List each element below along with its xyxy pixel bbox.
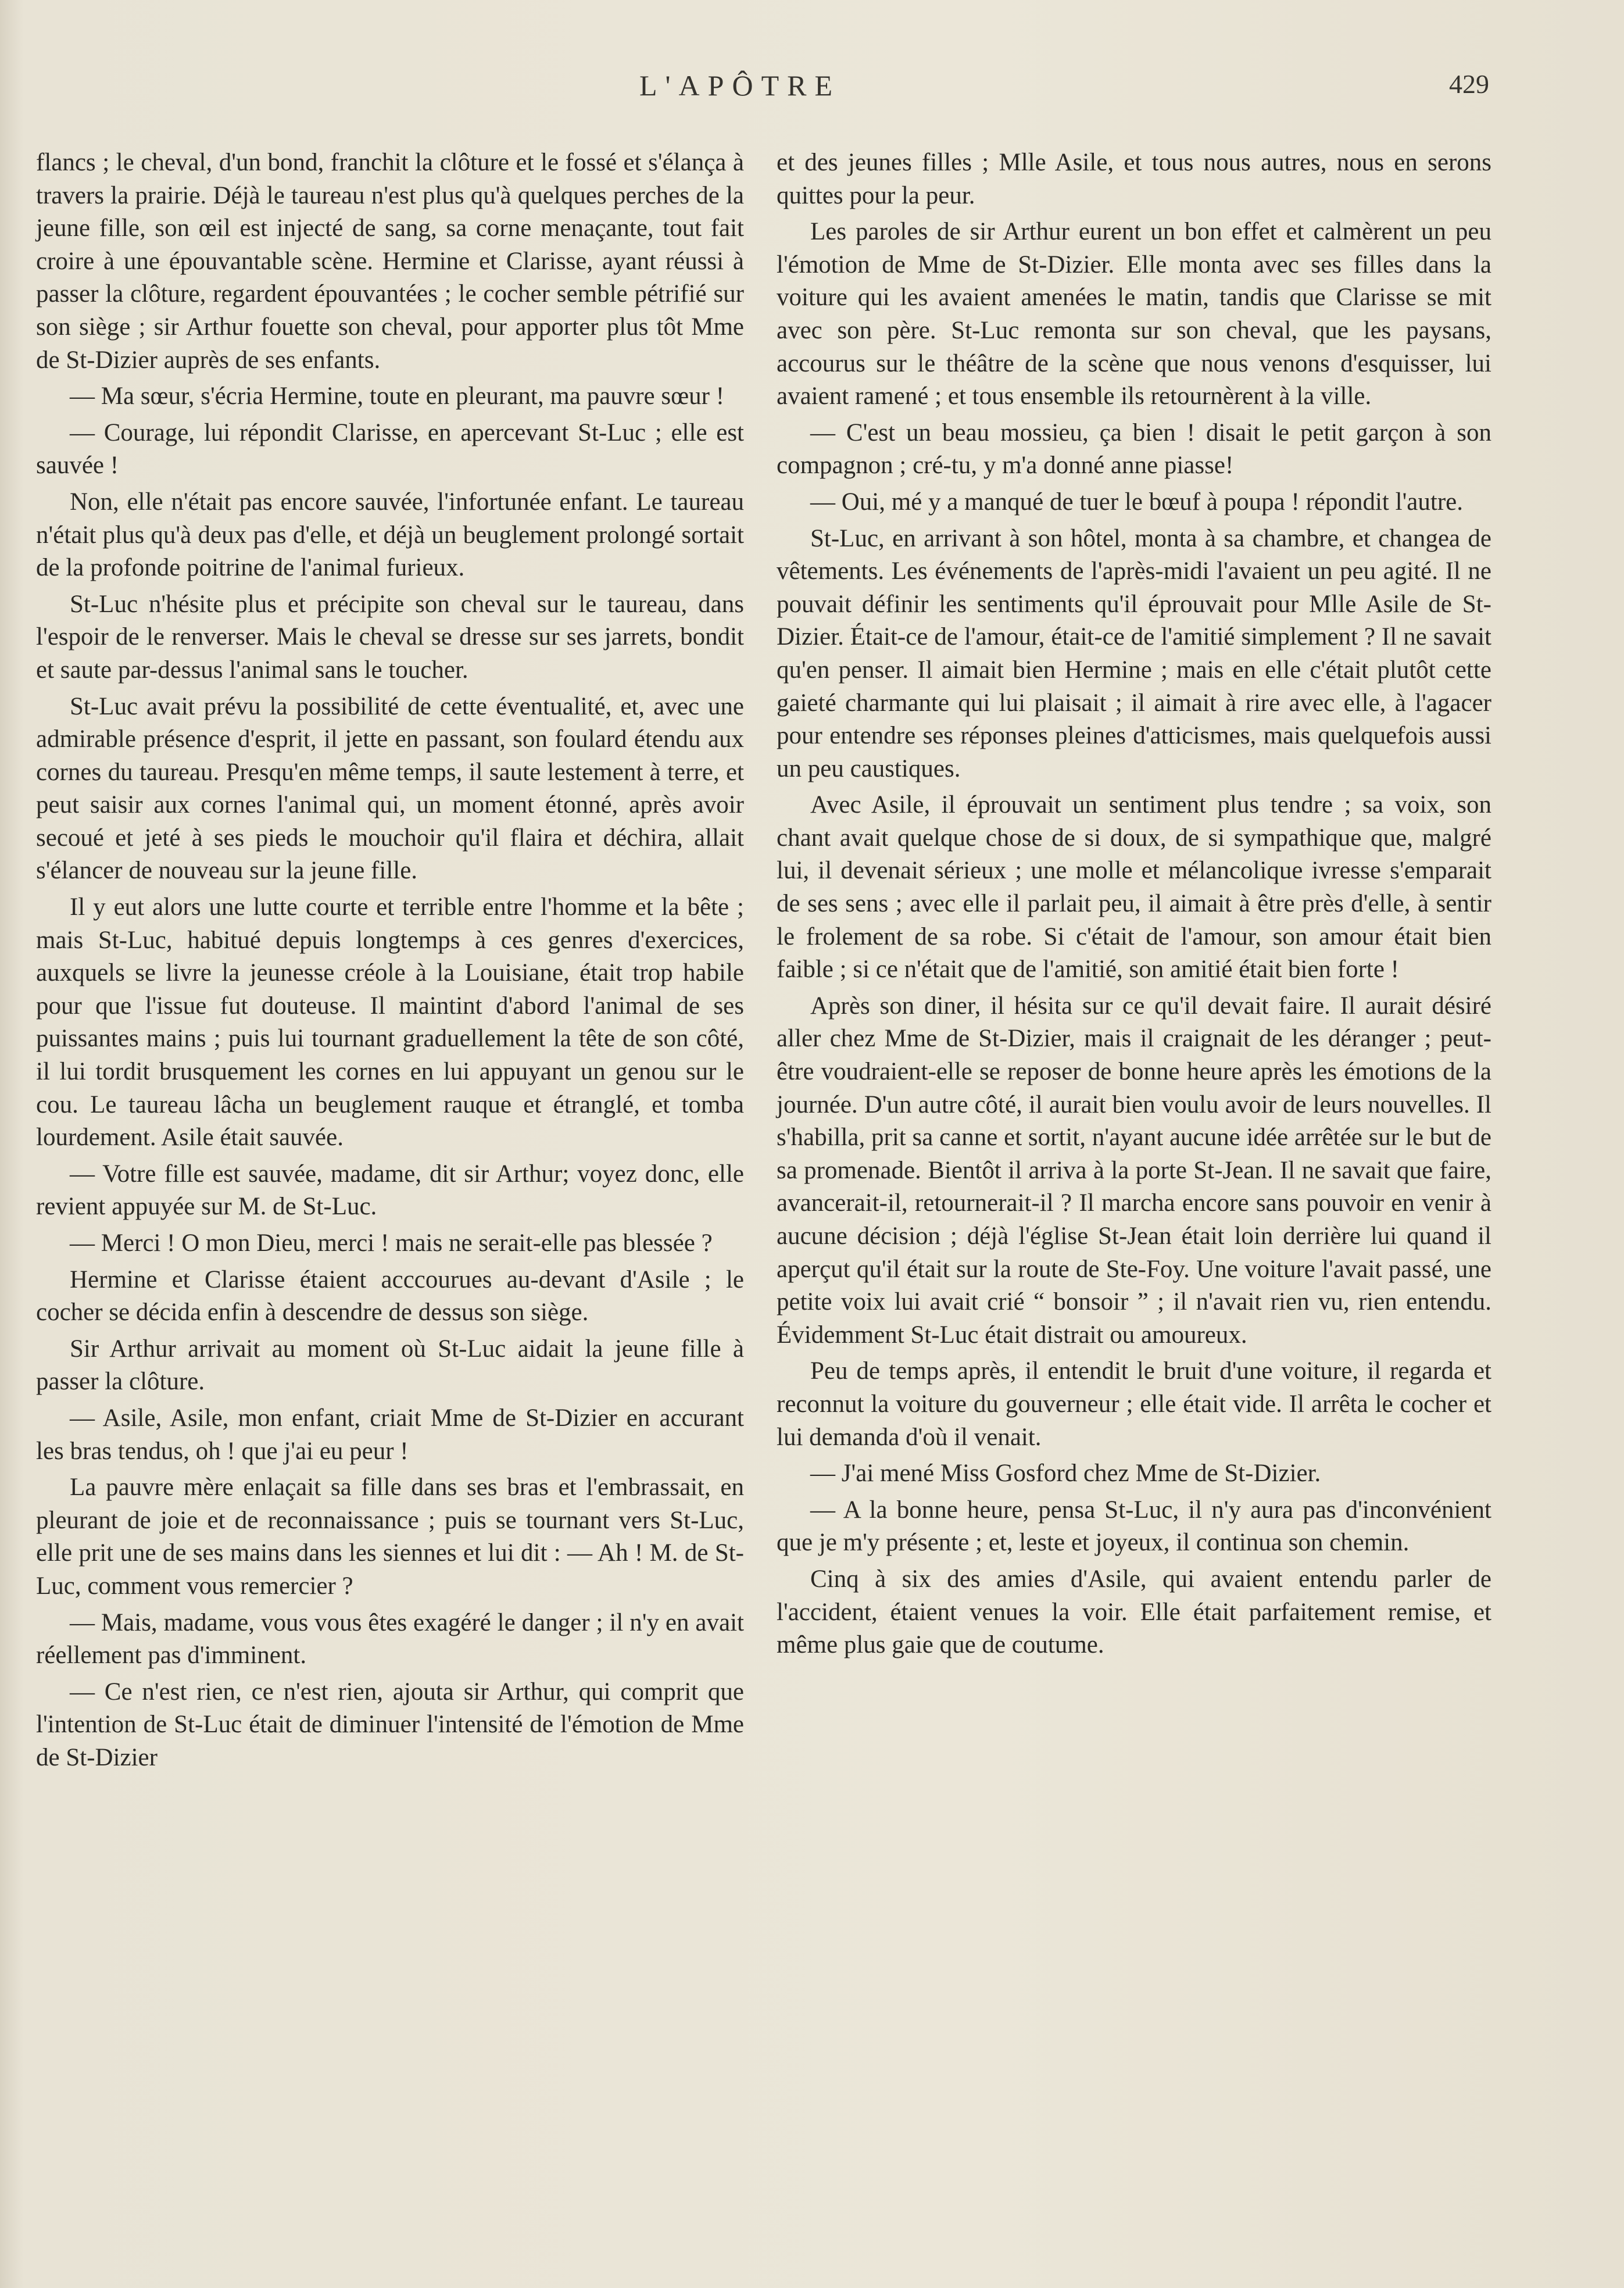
paragraph: — Courage, lui répondit Clarisse, en apercevant St-Luc ; elle est sauvée ! [36, 419, 744, 480]
paragraph: flancs ; le cheval, d'un bond, franchit la clôture et le fossé et s'élança à travers la prairie. Déjà le taureau n'est plus qu'à quelques perches de la jeune fille, son œil est injecté de sang, sa corne menaçante, tout fait croire à une épouvantable scène. Hermine et Clarisse, ayant réussi à passer la clôture, regardent épouvantées ; le cocher semble pétrifié sur son siège ; sir Arthur fouette son cheval, pour apporter plus tôt Mme de St-Dizier auprès de ses enfants. [36, 149, 744, 374]
paragraph: Cinq à six des amies d'Asile, qui avaient entendu parler de l'accident, étaient venues la voir. Elle était parfaitement remise, et même plus gaie que de coutume. [777, 1565, 1491, 1659]
paragraph: St-Luc n'hésite plus et précipite son cheval sur le taureau, dans l'espoir de le renverser. Mais le cheval se dresse sur ses jarrets, bondit et saute par-dessus l'animal sans le toucher. [36, 590, 744, 684]
paragraph: — A la bonne heure, pensa St-Luc, il n'y aura pas d'inconvénient que je m'y présente ; et, leste et joyeux, il continua son chemin. [777, 1496, 1491, 1557]
paragraph: Non, elle n'était pas encore sauvée, l'infortunée enfant. Le taureau n'était plus qu'à deux pas d'elle, et déjà un beuglement prolongé sortait de la profonde poitrine de l'animal furieux. [36, 488, 744, 582]
running-title: L'APÔTRE [639, 69, 841, 102]
right-column [777, 146, 1491, 1665]
paragraph: — C'est un beau mossieu, ça bien ! disait le petit garçon à son compagnon ; cré-tu, y m'a donné anne piasse! [777, 419, 1491, 480]
paragraph: et des jeunes filles ; Mlle Asile, et tous nous autres, nous en serons quittes pour la peur. [777, 149, 1491, 209]
paragraph: — Ma sœur, s'écria Hermine, toute en pleurant, ma pauvre sœur ! [70, 382, 725, 410]
paragraph: — Votre fille est sauvée, madame, dit sir Arthur; voyez donc, elle revient appuyée sur M. de St-Luc. [36, 1160, 744, 1221]
paragraph: Avec Asile, il éprouvait un sentiment plus tendre ; sa voix, son chant avait quelque chose de si doux, de si sympathique que, malgré lui, il devenait sérieux ; une molle et mélancolique ivresse s'emparait de ses sens ; avec elle il parlait peu, il aimait à être près d'elle, à sentir le frolement de sa robe. Si c'était de l'amour, son amour était bien faible ; si ce n'était que de l'amitié, son amitié était bien forte ! [777, 791, 1491, 984]
paragraph: — Asile, Asile, mon enfant, criait Mme de St-Dizier en accurant les bras tendus, oh ! que j'ai eu peur ! [36, 1404, 744, 1465]
paragraph: St-Luc avait prévu la possibilité de cette éventualité, et, avec une admirable présence d'esprit, il jette en passant, son foulard étendu aux cornes du taureau. Presqu'en même temps, il saute lestement à terre, et peut saisir aux cornes l'animal qui, un moment étonné, après avoir secoué et jeté à ses pieds le mouchoir qu'il flaira et déchira, allait s'élancer de nouveau sur la jeune fille. [36, 692, 744, 885]
paragraph: Sir Arthur arrivait au moment où St-Luc aidait la jeune fille à passer la clôture. [36, 1335, 744, 1396]
paragraph: — Ce n'est rien, ce n'est rien, ajouta sir Arthur, qui comprit que l'intention de St-Luc était de diminuer l'intensité de l'émotion de Mme de St-Dizier [36, 1678, 744, 1771]
paragraph: Les paroles de sir Arthur eurent un bon effet et calmèrent un peu l'émotion de Mme de St-Dizier. Elle monta avec ses filles dans la voiture qui les avaient amenées le matin, tandis que Clarisse se mit avec son père. St-Luc remonta sur son cheval, que les paysans, accourus sur le théâtre de la scène que nous venons d'esquisser, lui avaient ramené ; et tous ensemble ils retournèrent à la ville. [777, 218, 1491, 410]
paragraph: Après son diner, il hésita sur ce qu'il devait faire. Il aurait désiré aller chez Mme de St-Dizier, mais il craignait de les déranger ; peut-être voudraient-elle se reposer de bonne heure après les émotions de la journée. D'un autre côté, il aurait bien voulu avoir de leurs nouvelles. Il s'habilla, prit sa canne et sortit, n'ayant aucune idée arrêtée sur le but de sa promenade. Bientôt il arriva à la porte St-Jean. Il ne savait que faire, avancerait-il, retournerait-il ? Il marcha encore sans pouvoir en venir à aucune décision ; déjà l'église St-Jean était loin derrière lui quand il aperçut qu'il était sur la route de Ste-Foy. Une voiture l'avait passé, une petite voix lui avait crié “ bonsoir ” ; il n'avait rien vu, rien entendu. Évidemment St-Luc était distrait ou amoureux. [777, 992, 1491, 1349]
paragraph: — J'ai mené Miss Gosford chez Mme de St-Dizier. [810, 1460, 1321, 1488]
paragraph: Hermine et Clarisse étaient acccourues au-devant d'Asile ; le cocher se décida enfin à descendre de dessus son siège. [36, 1265, 744, 1327]
paragraph: St-Luc, en arrivant à son hôtel, monta à sa chambre, et changea de vêtements. Les événements de l'après-midi l'avaient un peu agité. Il ne pouvait définir les sentiments qu'il éprouvait pour Mlle Asile de St-Dizier. Était-ce de l'amour, était-ce de l'amitié simplement ? Il ne savait qu'en penser. Il aimait bien Hermine ; mais en elle c'était plutôt cette gaieté charmante qui lui plaisait ; il aimait à rire avec elle, à l'agacer pour entendre ses réponses pleines d'atticismes, mais quelquefois aussi un peu caustiques. [777, 524, 1491, 782]
left-column [36, 146, 744, 1778]
paragraph: Il y eut alors une lutte courte et terrible entre l'homme et la bête ; mais St-Luc, habitué depuis longtemps à ces genres d'exercices, auxquels se livre la jeunesse créole à la Louisiane, était trop habile pour que l'issue fut douteuse. Il maintint d'abord l'animal de ses puissantes mains ; puis lui tournant graduellement la tête de son côté, il lui tordit brusquement les cornes en lui appuyant un genou sur le cou. Le taureau lâcha un beuglement rauque et étranglé, et tomba lourdement. Asile était sauvée. [36, 893, 744, 1152]
page-header [0, 69, 1624, 109]
paragraph: La pauvre mère enlaçait sa fille dans ses bras et l'embrassait, en pleurant de joie et de reconnaissance ; puis se tournant vers St-Luc, elle prit une de ses mains dans les siennes et lui dit : — Ah ! M. de St-Luc, comment vous remercier ? [36, 1474, 744, 1600]
paragraph: — Oui, mé y a manqué de tuer le bœuf à poupa ! répondit l'autre. [810, 488, 1463, 516]
page-number: 429 [1449, 69, 1489, 99]
paragraph: Peu de temps après, il entendit le bruit d'une voiture, il regarda et reconnut la voiture du gouverneur ; elle était vide. Il arrêta le cocher et lui demanda d'où il venait. [777, 1357, 1491, 1451]
paragraph: — Merci ! O mon Dieu, merci ! mais ne serait-elle pas blessée ? [70, 1229, 713, 1257]
paragraph: — Mais, madame, vous vous êtes exagéré le danger ; il n'y en avait réellement pas d'imminent. [36, 1608, 744, 1669]
